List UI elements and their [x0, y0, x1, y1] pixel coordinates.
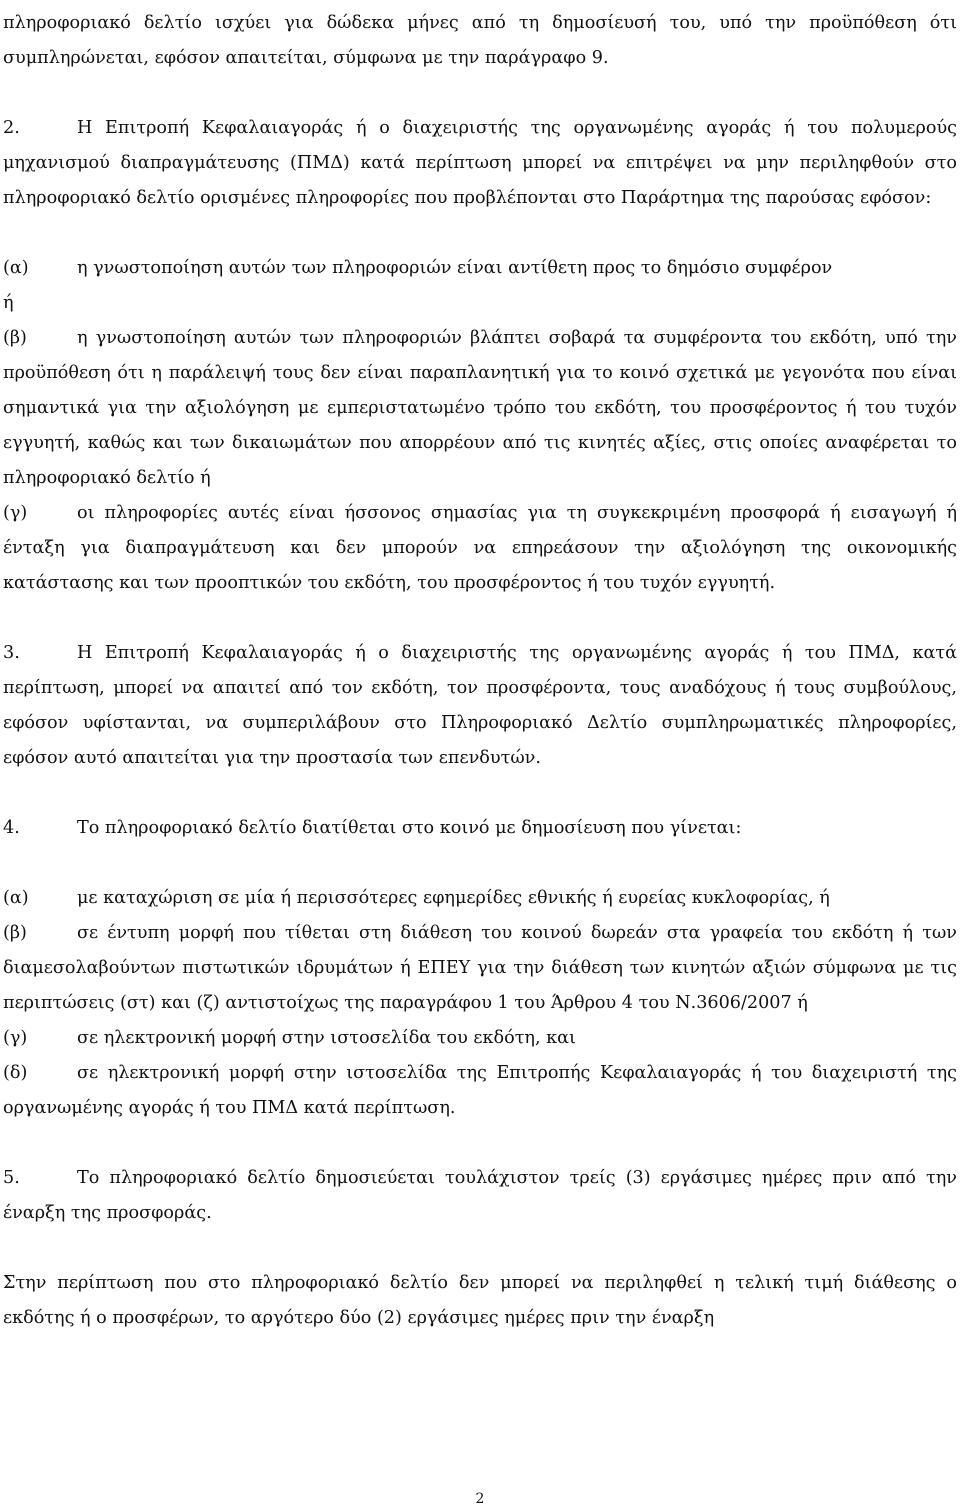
list-label: (α)	[3, 258, 29, 278]
list-label: (β)	[3, 328, 27, 348]
list-text: η γνωστοποίηση αυτών των πληροφοριών είναι αντίθετη προς το δημόσιο συμφέρον	[77, 258, 833, 278]
paragraph-number: 2.	[3, 118, 20, 138]
page-number: 2	[475, 1491, 485, 1507]
list-item-4d	[3, 1056, 957, 1126]
paragraph-5	[3, 1161, 957, 1231]
list-item-a	[3, 251, 957, 286]
paragraph-number: 3.	[3, 643, 20, 663]
list-text: σε ηλεκτρονική μορφή στην ιστοσελίδα της Επιτροπής Κεφαλαιαγοράς ή του διαχειριστή της οργανωμένης αγοράς ή του ΠΜΔ κατά περίπτωση.	[3, 1063, 957, 1118]
list-text: σε ηλεκτρονική μορφή στην ιστοσελίδα του εκδότη, και	[77, 1028, 576, 1048]
list-item-4c	[3, 1021, 957, 1056]
spacer	[3, 76, 957, 111]
conjunction-or: ή	[3, 293, 14, 313]
intro-paragraph: πληροφοριακό δελτίο ισχύει για δώδεκα μήνες από τη δημοσίευσή του, υπό την προϋπόθεση ότι συμπληρώνεται, εφόσον απαιτείται, σύμφωνα με την παράγραφο 9.	[3, 13, 957, 68]
list-item-4b	[3, 916, 957, 1021]
list-label: (α)	[3, 888, 29, 908]
list-item-4a	[3, 881, 957, 916]
list-item-c	[3, 496, 957, 601]
paragraph-4	[3, 811, 957, 846]
list-text: η γνωστοποίηση αυτών των πληροφοριών βλάπτει σοβαρά τα συμφέροντα του εκδότη, υπό την προϋπόθεση ότι η παράλειψή τους δεν είναι παραπλανητική για το κοινό σχετικά με γεγονότα που είναι σημαντικά για την αξιολόγηση με εμπεριστατωμένο τρόπο του εκδότη, του προσφέροντος ή του τυχόν εγγυητή, καθώς και των δικαιωμάτων που απορρέουν από τις κινητές αξίες, στις οποίες αναφέρεται το πληροφοριακό δελτίο ή	[3, 328, 957, 488]
spacer	[3, 846, 957, 881]
spacer	[3, 216, 957, 251]
paragraph-text: Το πληροφοριακό δελτίο διατίθεται στο κοινό με δημοσίευση που γίνεται:	[77, 818, 742, 838]
paragraph-text: Η Επιτροπή Κεφαλαιαγοράς ή ο διαχειριστής της οργανωμένης αγοράς ή του πολυμερούς μηχανισμού διαπραγμάτευσης (ΠΜΔ) κατά περίπτωση μπορεί να επιτρέψει να μην περιληφθούν στο πληροφοριακό δελτίο ορισμένες πληροφορίες που προβλέπονται στο Παράρτημα της παρούσας εφόσον:	[3, 118, 957, 208]
closing-paragraph: Στην περίπτωση που στο πληροφοριακό δελτίο δεν μπορεί να περιληφθεί η τελική τιμή διάθεσης ο εκδότης ή ο προσφέρων, το αργότερο δύο (2) εργάσιμες ημέρες πριν την έναρξη	[3, 1273, 957, 1328]
list-label: (γ)	[3, 1028, 28, 1048]
paragraph-number: 4.	[3, 818, 20, 838]
paragraph-3	[3, 636, 957, 776]
spacer	[3, 601, 957, 636]
paragraph-text: Η Επιτροπή Κεφαλαιαγοράς ή ο διαχειριστής της οργανωμένης αγοράς ή του ΠΜΔ, κατά περίπτωση, μπορεί να απαιτεί από τον εκδότη, τον προσφέροντα, τους αναδόχους ή τους συμβούλους, εφόσον υφίστανται, να συμπεριλάβουν στο Πληροφοριακό Δελτίο συμπληρωματικές πληροφορίες, εφόσον αυτό απαιτείται για την προστασία των επενδυτών.	[3, 643, 957, 768]
spacer	[3, 776, 957, 811]
list-text: σε έντυπη μορφή που τίθεται στη διάθεση του κοινού δωρεάν στα γραφεία του εκδότη ή των διαμεσολαβούντων πιστωτικών ιδρυμάτων ή ΕΠΕΥ για την διάθεση των κινητών αξιών σύμφωνα με τις περιπτώσεις (στ) και (ζ) αντιστοίχως της παραγράφου 1 του Άρθρου 4 του Ν.3606/2007 ή	[3, 923, 957, 1013]
list-text: οι πληροφορίες αυτές είναι ήσσονος σημασίας για τη συγκεκριμένη προσφορά ή εισαγωγή ή ένταξη για διαπραγμάτευση και δεν μπορούν να επηρεάσουν την αξιολόγηση της οικονομικής κατάστασης και των προοπτικών του εκδότη, του προσφέροντος ή του τυχόν εγγυητή.	[3, 503, 957, 593]
list-label: (γ)	[3, 503, 28, 523]
paragraph-2	[3, 111, 957, 216]
spacer	[3, 1231, 957, 1266]
spacer	[3, 1126, 957, 1161]
paragraph-text: Το πληροφοριακό δελτίο δημοσιεύεται τουλάχιστον τρείς (3) εργάσιμες ημέρες πριν από την έναρξη της προσφοράς.	[3, 1168, 957, 1223]
list-text: με καταχώριση σε μία ή περισσότερες εφημερίδες εθνικής ή ευρείας κυκλοφορίας, ή	[77, 888, 830, 908]
list-label: (δ)	[3, 1063, 28, 1083]
list-label: (β)	[3, 923, 27, 943]
paragraph-number: 5.	[3, 1168, 20, 1188]
list-item-b	[3, 321, 957, 496]
